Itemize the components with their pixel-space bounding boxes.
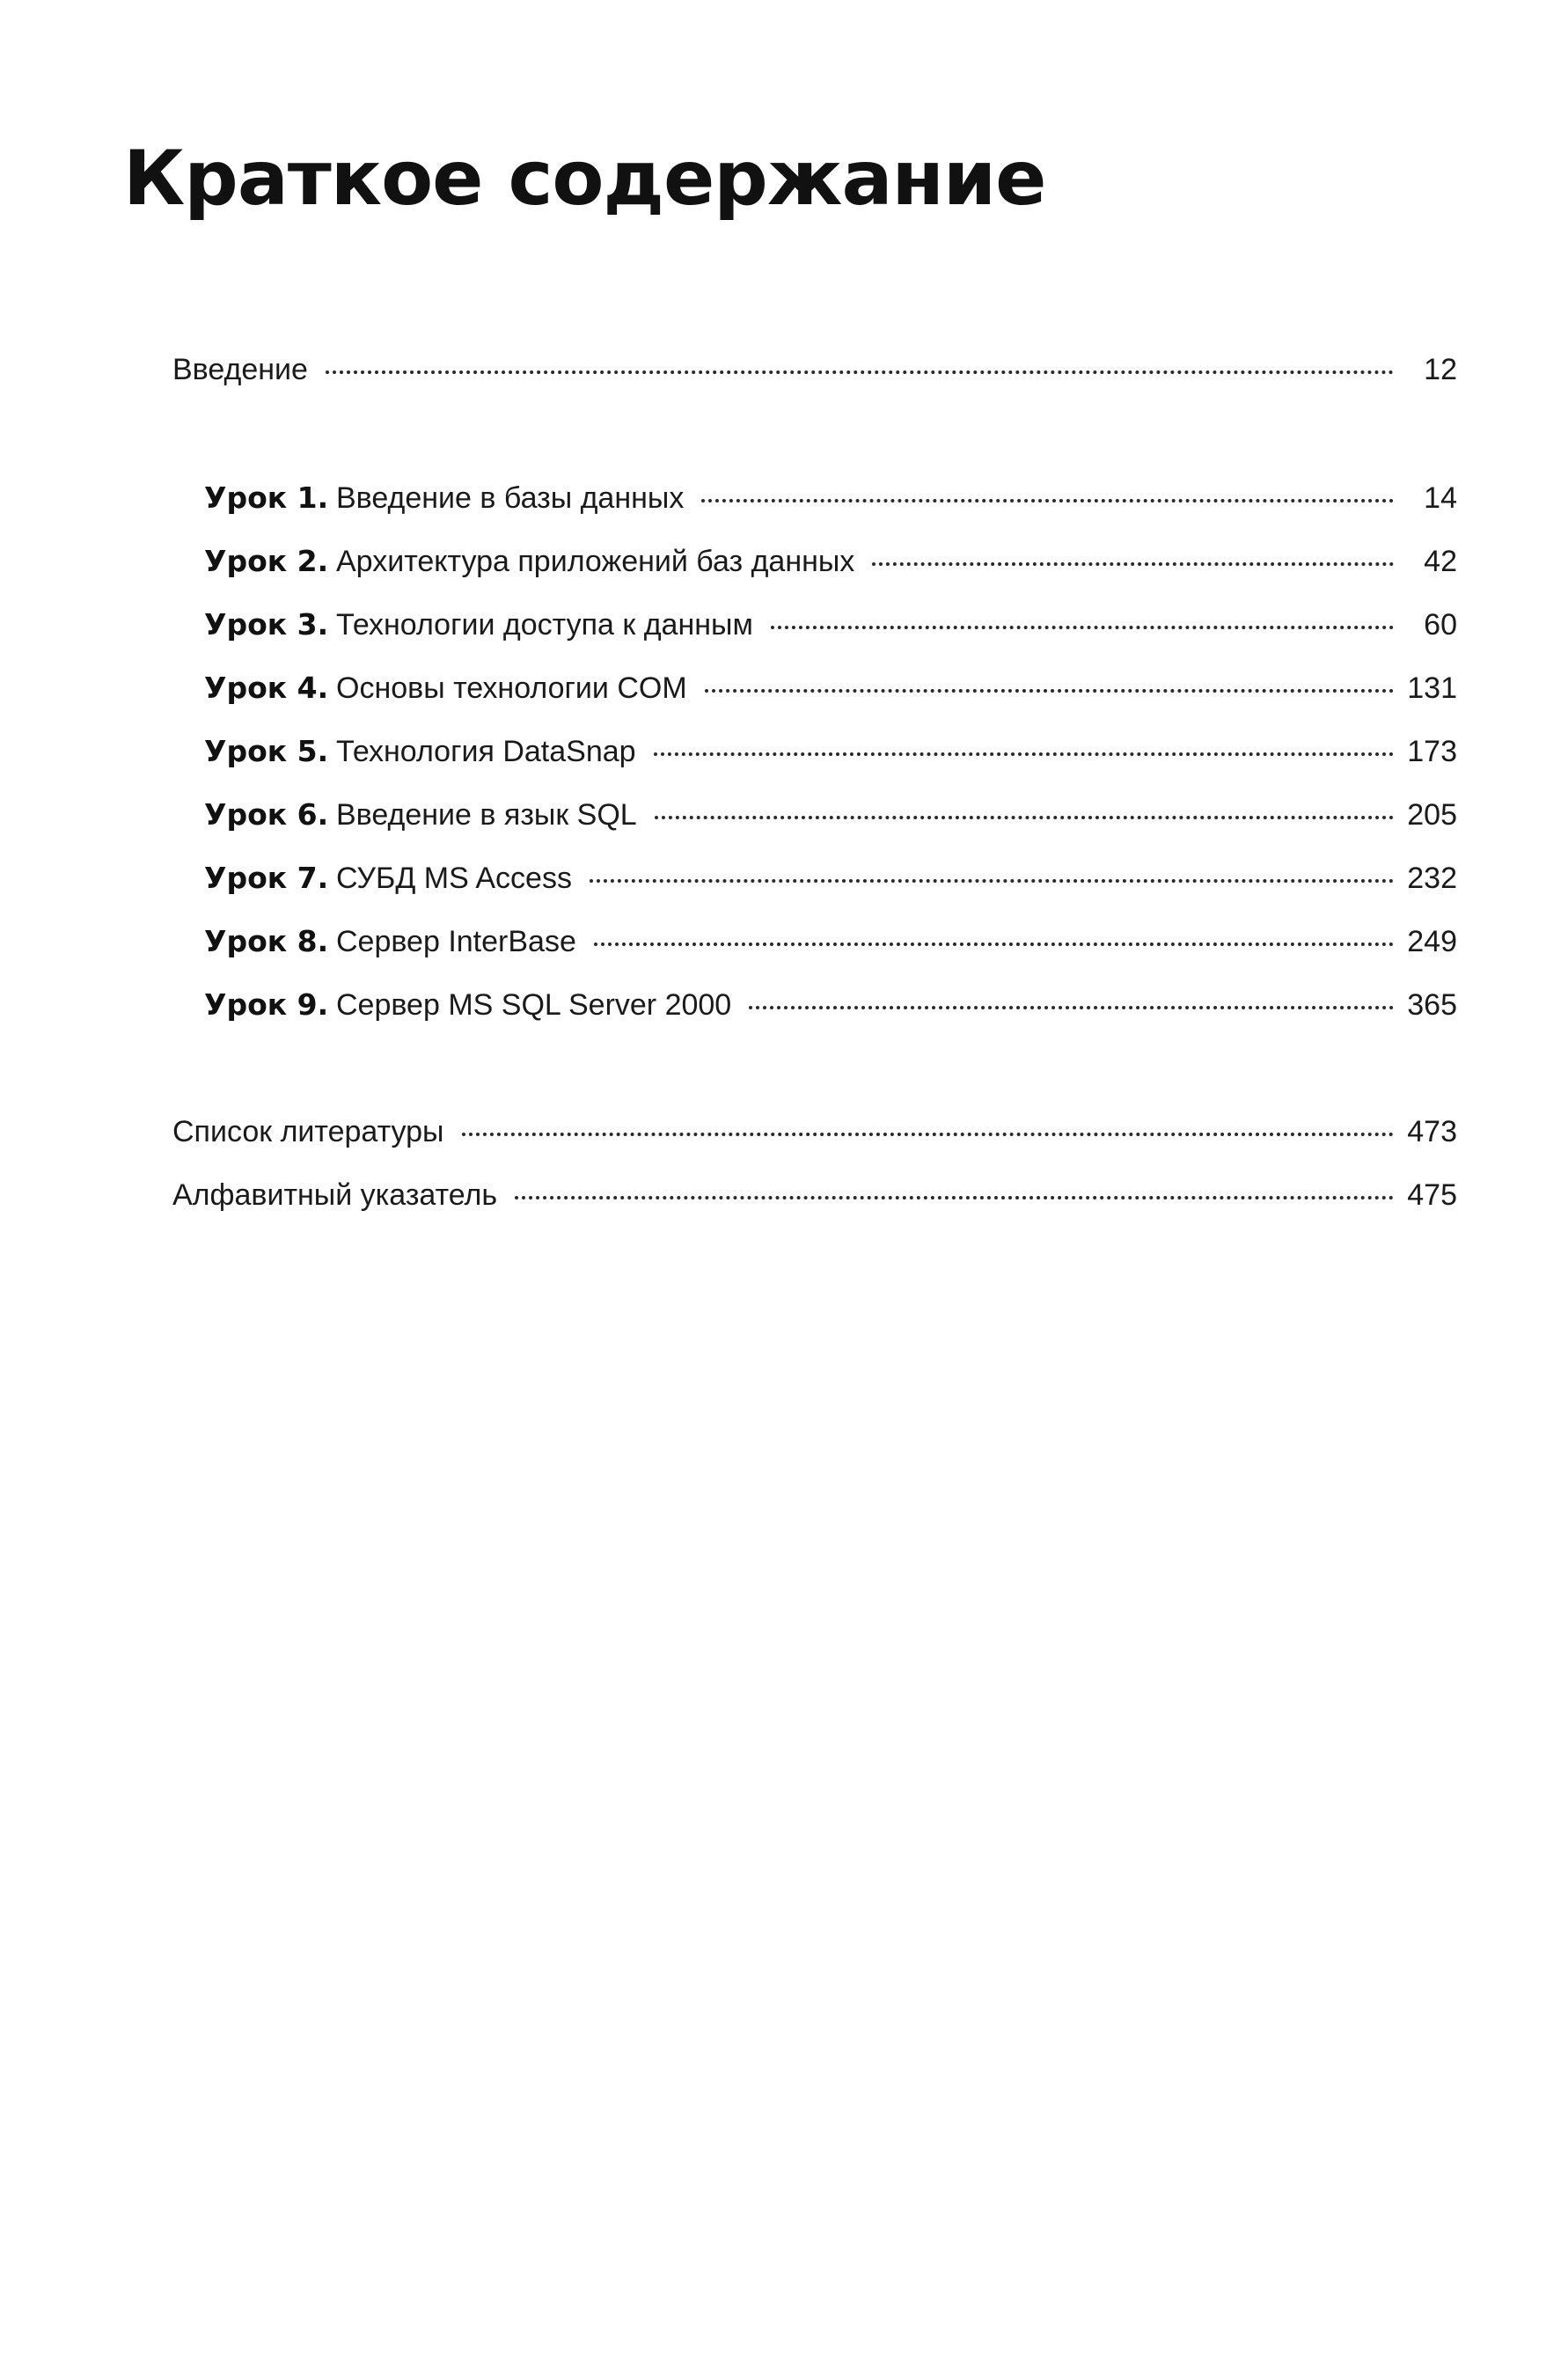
page-title: Краткое содержание bbox=[123, 135, 1046, 223]
toc-entry-lesson-2[interactable] bbox=[204, 544, 1457, 579]
toc-entry-label: Введение в базы данных bbox=[336, 481, 685, 515]
toc-entry-label: Сервер MS SQL Server 2000 bbox=[336, 988, 732, 1022]
toc-entry-introduction[interactable] bbox=[172, 352, 1457, 387]
toc-entry-page: 173 bbox=[1407, 735, 1457, 768]
toc-entry-page: 232 bbox=[1407, 862, 1457, 895]
toc-entry-label: Технологии доступа к данным bbox=[336, 608, 753, 642]
toc-entry-page: 14 bbox=[1424, 481, 1457, 515]
dot-leader bbox=[872, 562, 1394, 566]
toc-entry-page: 365 bbox=[1407, 988, 1457, 1022]
toc-entry-label: Архитектура приложений баз данных bbox=[336, 545, 855, 578]
lesson-number: Урок 4. bbox=[204, 671, 329, 705]
toc-entry-lesson-6[interactable] bbox=[204, 797, 1457, 833]
dot-leader bbox=[705, 689, 1394, 693]
toc-entry-page: 12 bbox=[1424, 353, 1457, 386]
toc-entry-page: 42 bbox=[1424, 545, 1457, 578]
toc-entry-label: Введение в язык SQL bbox=[336, 798, 637, 832]
toc-entry-label: Технология DataSnap bbox=[336, 735, 636, 768]
lesson-number: Урок 9. bbox=[204, 987, 329, 1022]
toc-entry-label: Алфавитный указатель bbox=[172, 1178, 498, 1212]
toc-entry-lesson-9[interactable] bbox=[204, 987, 1457, 1023]
dot-leader bbox=[462, 1133, 1395, 1136]
dot-leader bbox=[590, 879, 1394, 883]
toc-entry-page: 205 bbox=[1407, 798, 1457, 832]
toc-entry-lesson-1[interactable] bbox=[204, 480, 1457, 516]
toc-entry-lesson-7[interactable] bbox=[204, 861, 1457, 896]
lesson-number: Урок 7. bbox=[204, 861, 329, 895]
toc-entry-lesson-4[interactable] bbox=[204, 671, 1457, 706]
toc-entry-index[interactable] bbox=[172, 1177, 1457, 1213]
lesson-number: Урок 1. bbox=[204, 480, 329, 515]
lesson-number: Урок 8. bbox=[204, 924, 329, 958]
lesson-number: Урок 5. bbox=[204, 734, 329, 768]
dot-leader bbox=[515, 1196, 1394, 1199]
lesson-number: Урок 3. bbox=[204, 607, 329, 642]
toc-entry-page: 60 bbox=[1424, 608, 1457, 642]
toc-entry-page: 249 bbox=[1407, 925, 1457, 958]
toc-entry-lesson-8[interactable] bbox=[204, 924, 1457, 959]
toc-entry-label: Список литературы bbox=[172, 1115, 444, 1148]
dot-leader bbox=[749, 1006, 1394, 1009]
toc-entry-lesson-3[interactable] bbox=[204, 607, 1457, 642]
dot-leader bbox=[771, 626, 1394, 629]
toc-entry-page: 475 bbox=[1407, 1178, 1457, 1212]
toc-entry-label: СУБД MS Access bbox=[336, 862, 572, 895]
dot-leader bbox=[654, 752, 1394, 756]
dot-leader bbox=[655, 816, 1394, 819]
lesson-number: Урок 6. bbox=[204, 797, 329, 832]
dot-leader bbox=[594, 943, 1394, 946]
toc-entry-label: Введение bbox=[172, 353, 308, 386]
toc-entry-lesson-5[interactable] bbox=[204, 734, 1457, 769]
toc-entry-label: Основы технологии COM bbox=[336, 671, 687, 705]
toc-entry-page: 131 bbox=[1407, 671, 1457, 705]
dot-leader bbox=[701, 499, 1394, 502]
lesson-number: Урок 2. bbox=[204, 544, 329, 578]
toc-entry-label: Сервер InterBase bbox=[336, 925, 576, 958]
toc-entry-bibliography[interactable] bbox=[172, 1114, 1457, 1149]
toc-entry-page: 473 bbox=[1407, 1115, 1457, 1148]
dot-leader bbox=[326, 370, 1394, 374]
